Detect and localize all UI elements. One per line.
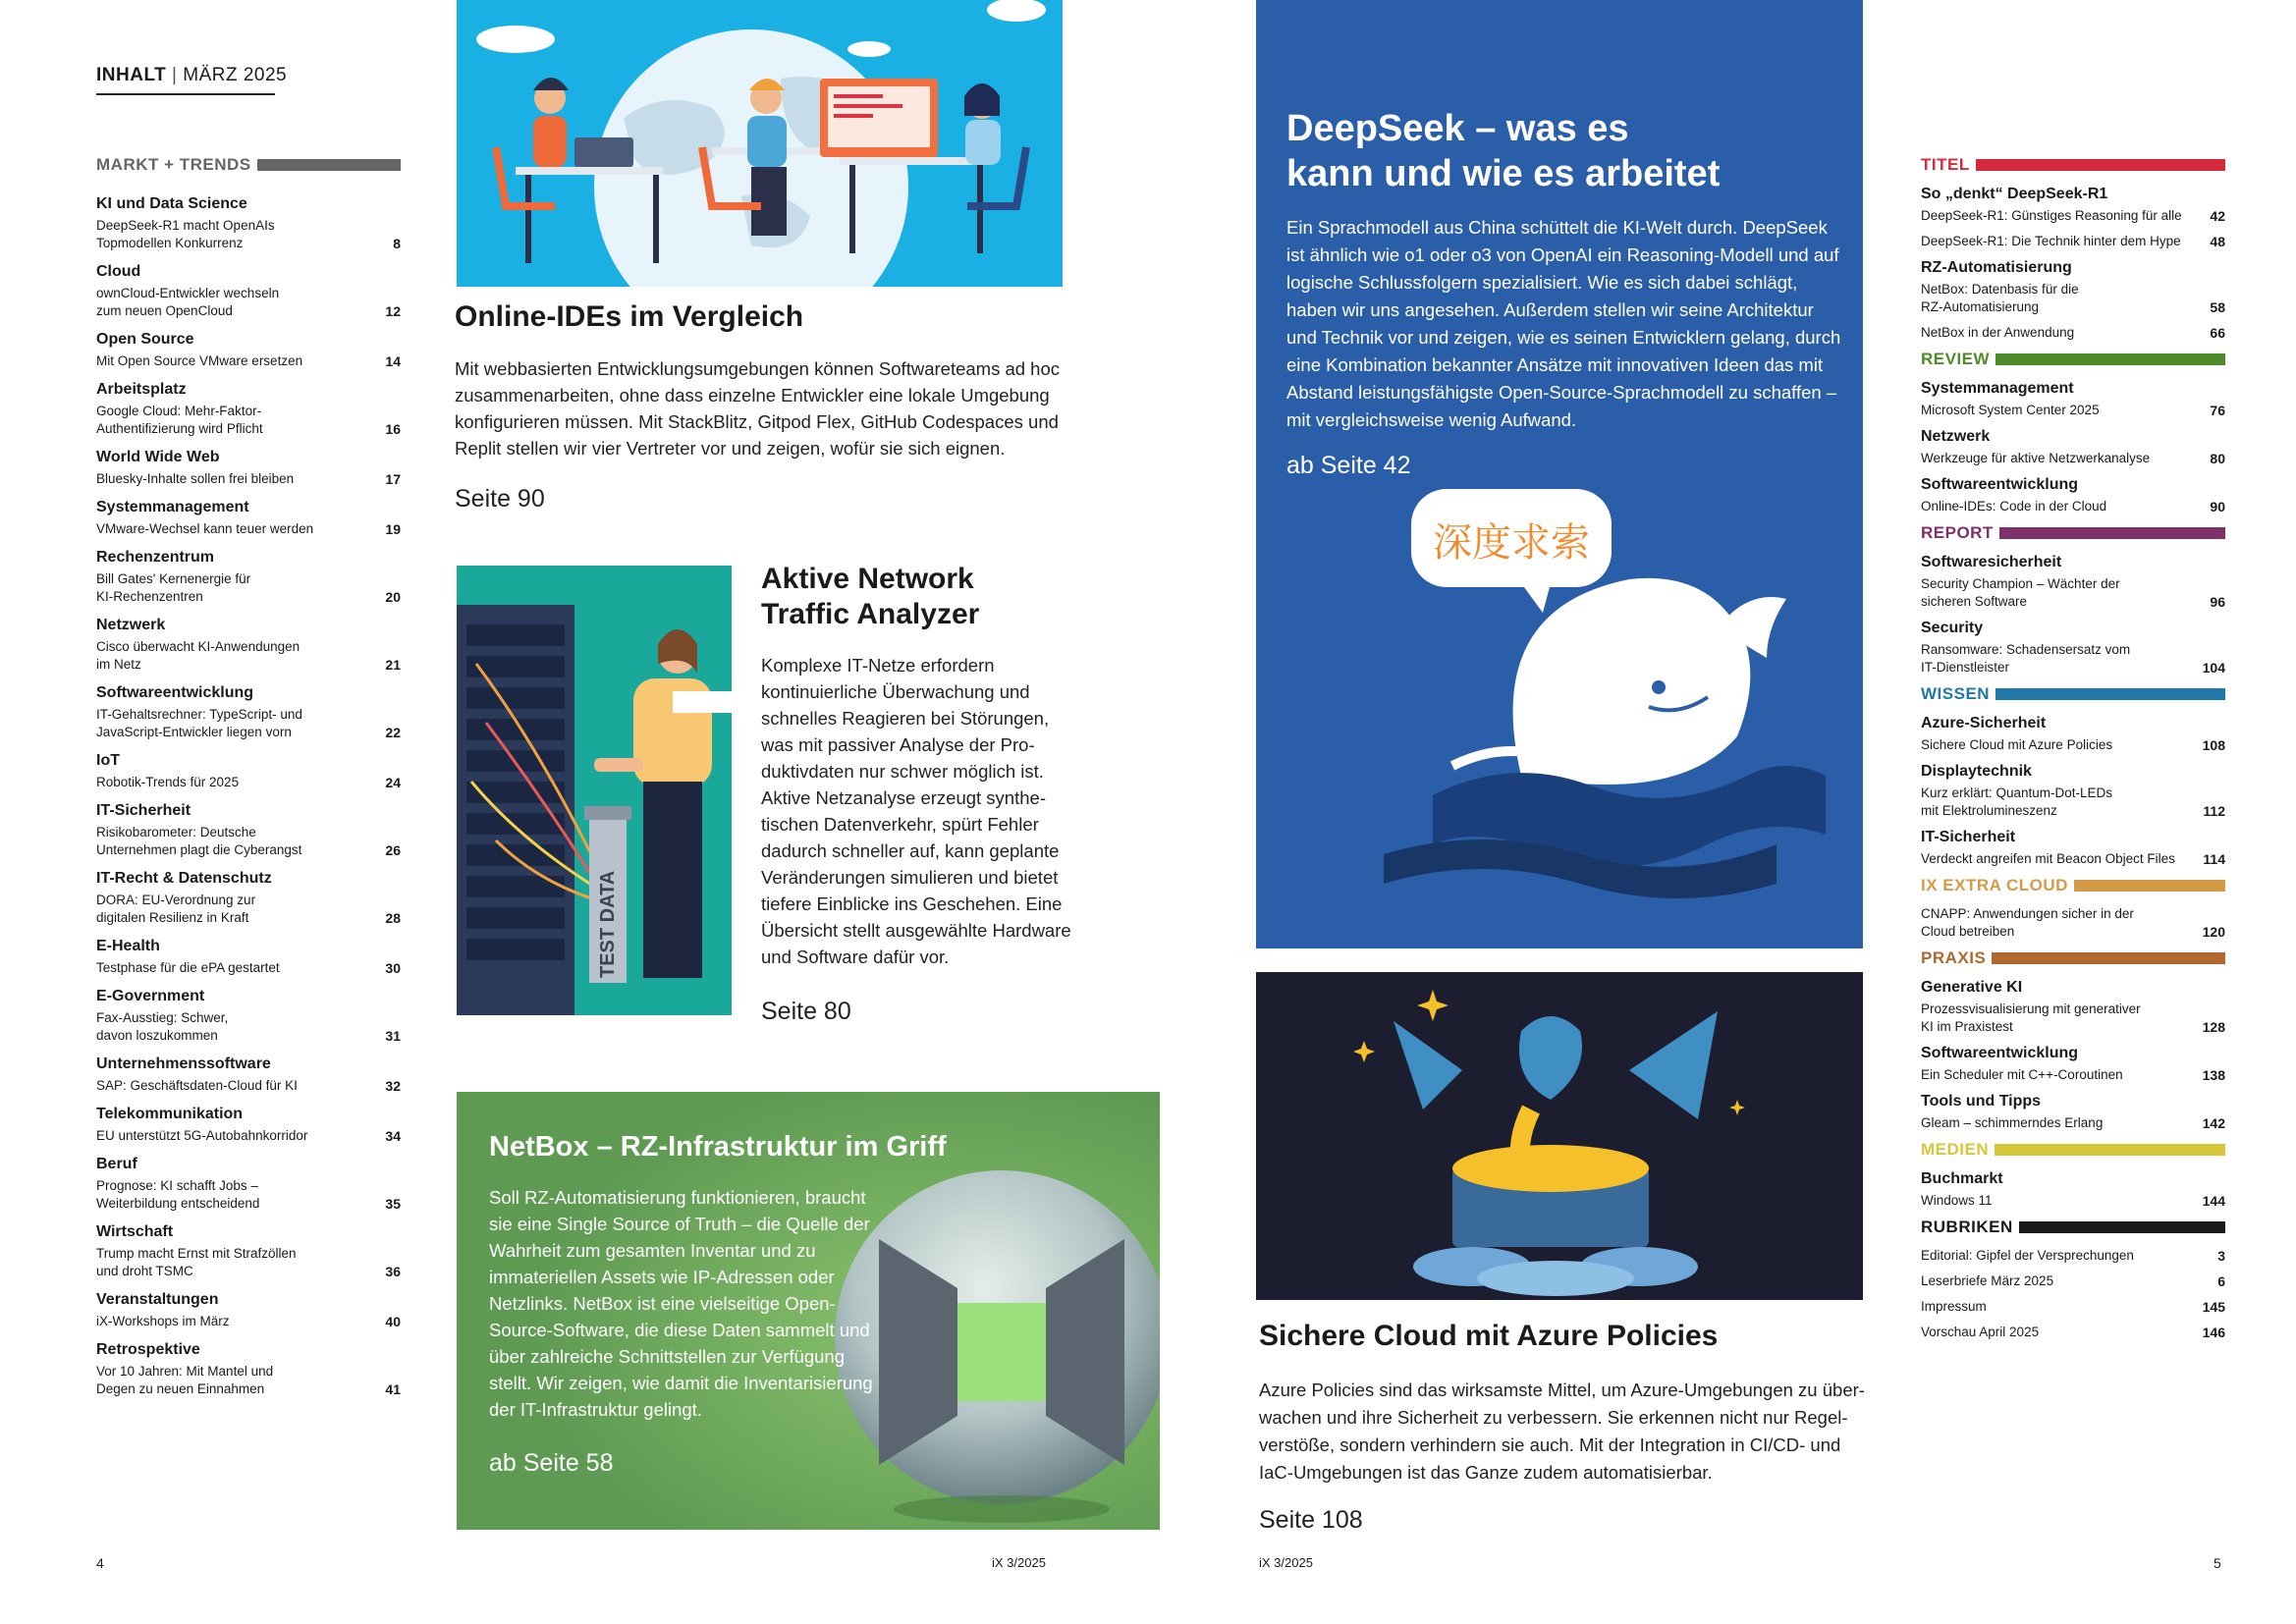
toc-entry[interactable] [1921,1092,2225,1132]
toc-category: Rechenzentrum [96,549,215,566]
toc-page-number: 14 [385,353,401,369]
toc-article-title: Prognose: KI schafft Jobs – Weiterbildung entscheidend [96,1178,260,1211]
toc-article-title: Vor 10 Jahren: Mit Mantel und Degen zu neuen Einnahmen [96,1364,274,1396]
toc-article-title: NetBox: Datenbasis für die RZ-Automatisierung [1921,282,2079,314]
section-label: REPORT [1921,523,1994,542]
toc-right-list [1921,155,2225,1349]
toc-line[interactable] [1921,1114,2225,1132]
toc-entry[interactable] [1921,475,2225,515]
section-bar [1992,952,2225,964]
issue-footer-right: iX 3/2025 [1259,1555,1313,1570]
toc-line[interactable] [96,570,401,606]
toc-line[interactable] [1921,324,2225,342]
toc-article-title: DeepSeek-R1 macht OpenAIs Topmodellen Konkurrenz [96,218,275,250]
online-ides-illustration[interactable] [457,0,1063,287]
toc-article-title: Editorial: Gipfel der Versprechungen [1921,1248,2134,1263]
section-bar [1976,159,2225,171]
toc-entry[interactable] [96,937,401,977]
toc-line[interactable] [96,217,401,252]
toc-line[interactable] [96,1363,401,1398]
section-header [1921,1218,2225,1237]
toc-category: Beruf [96,1156,137,1172]
toc-entry[interactable] [1921,828,2225,868]
toc-page-number: 145 [2202,1299,2225,1315]
dragon-treasure-chest-image [1256,972,1863,1300]
toc-line[interactable] [96,470,401,488]
toc-page-number: 32 [385,1078,401,1094]
toc-line[interactable] [1921,281,2225,316]
toc-page-number: 114 [2203,851,2225,867]
toc-page-number: 6 [2217,1273,2225,1289]
azure-policies-teaser: Azure Policies sind das wirksamste Mittel, um Azure-Umgebungen zu über-wachen und ihre Sicherheit zu verbessern. Sie erkennen nicht nur Regel-verstöße, sondern verhindern sie auch. Mit der Integration in CI/CD- und IaC-Umgebungen ist das Ganze zudem automatisierbar. [1259,1380,1865,1483]
section-bar [2019,1221,2225,1233]
toc-page-number: 16 [385,421,401,437]
server-rack-technician-image [457,566,732,1015]
header-inhalt: INHALT [96,65,167,85]
toc-entry[interactable] [96,869,401,927]
toc-entry[interactable] [1921,379,2225,419]
toc-category: Telekommunikation [96,1106,244,1122]
toc-page-number: 19 [385,521,401,537]
toc-page-number: 22 [385,725,401,740]
toc-left-list [96,194,401,1408]
section-label: IX EXTRA CLOUD [1921,876,2068,894]
toc-line[interactable] [96,1177,401,1213]
toc-entry[interactable] [96,1055,401,1095]
people-at-desks-globe-image [457,0,1063,287]
toc-line[interactable] [1921,850,2225,868]
section-header [1921,350,2225,369]
toc-entry[interactable] [96,548,401,606]
header-rule [96,93,275,95]
toc-line[interactable] [96,774,401,791]
toc-article-title: Werkzeuge für aktive Netzwerkanalyse [1921,451,2151,465]
toc-category: Wirtschaft [96,1223,174,1240]
toc-category: RZ-Automatisierung [1921,259,2072,276]
toc-entry[interactable] [96,380,401,438]
toc-entry[interactable] [1921,553,2225,611]
toc-category: Systemmanagement [1921,380,2074,397]
toc-line[interactable] [1921,498,2225,515]
section-header [1921,948,2225,968]
toc-category: World Wide Web [96,449,220,465]
toc-category: E-Government [96,988,205,1004]
toc-article-title: Risikobarometer: Deutsche Unternehmen plagt die Cyberangst [96,825,302,857]
toc-entry[interactable] [96,498,401,538]
toc-article-title: Verdeckt angreifen mit Beacon Object Files [1921,851,2175,866]
toc-line[interactable] [1921,1001,2225,1036]
toc-page-number: 112 [2203,803,2225,819]
toc-article-title: Cisco überwacht KI-Anwendungen im Netz [96,639,301,672]
toc-article-title: Bluesky-Inhalte sollen frei bleiben [96,471,295,486]
toc-page-number: 138 [2202,1067,2225,1083]
section-bar [1995,1144,2225,1156]
toc-line[interactable] [96,1077,401,1095]
section-bar [1995,353,2225,365]
deepseek-page[interactable]: ab Seite 42 [1286,452,1411,479]
toc-section [1921,155,2225,342]
section-header [1921,523,2225,543]
toc-page-number: 12 [385,303,401,319]
toc-line[interactable] [1921,1192,2225,1210]
toc-page-number: 8 [393,236,401,251]
toc-page-number: 104 [2202,660,2225,676]
online-ides-teaser: Mit webbasierten Entwicklungsumgebungen können Softwareteams ad hoc zusammenarbeiten, ohne dass einzelne Entwickler eine lokale Umgebung konfigurieren müssen. Mit StackBlitz, Gitpod Flex, GitHub Codespaces und Replit stellen wir vier Vertreter vor und zeigen, wofür sie sich eignen. [455,358,1061,459]
toc-article-title: CNAPP: Anwendungen sicher in der Cloud betreiben [1921,906,2134,939]
section-label: PRAXIS [1921,948,1987,967]
toc-category: E-Health [96,938,160,954]
toc-line[interactable] [1921,233,2225,250]
toc-line[interactable] [96,1009,401,1045]
toc-entry[interactable] [1921,185,2225,250]
toc-article-title: EU unterstützt 5G-Autobahnkorridor [96,1128,308,1143]
toc-line[interactable] [1921,207,2225,225]
toc-entry[interactable] [96,987,401,1045]
toc-page-number: 34 [385,1128,401,1144]
toc-line[interactable] [96,706,401,741]
network-analyzer-page[interactable]: Seite 80 [761,998,851,1025]
toc-category: Softwareentwicklung [1921,476,2079,493]
toc-entry[interactable] [1921,905,2225,941]
toc-article-title: Leserbriefe März 2025 [1921,1273,2054,1288]
toc-category: IT-Sicherheit [96,802,191,819]
toc-article-title: DORA: EU-Verordnung zur digitalen Resilienz in Kraft [96,893,256,925]
section-header [1921,1140,2225,1160]
section-bar [2074,880,2225,892]
toc-article-title: Sichere Cloud mit Azure Policies [1921,737,2113,752]
toc-page-number: 146 [2202,1325,2225,1340]
toc-entry[interactable] [1921,1247,2225,1341]
toc-section [1921,948,2225,1132]
toc-category: Unternehmenssoftware [96,1056,271,1072]
toc-category: Softwareentwicklung [96,684,254,701]
toc-page-number: 40 [385,1314,401,1329]
toc-entry[interactable] [96,616,401,674]
toc-line[interactable] [1921,575,2225,611]
toc-section [1921,1218,2225,1341]
toc-page-number: 41 [385,1381,401,1397]
toc-entry[interactable] [1921,978,2225,1036]
netbox-title[interactable]: NetBox – RZ-Infrastruktur im Griff [489,1131,947,1163]
toc-line[interactable] [96,1245,401,1280]
toc-line[interactable] [96,1313,401,1330]
toc-section [1921,350,2225,515]
toc-category: Netzwerk [1921,428,1991,445]
toc-entry[interactable] [1921,258,2225,342]
azure-policies-illustration[interactable] [1256,972,1863,1300]
toc-line[interactable] [96,352,401,370]
page-number-left: 4 [96,1555,104,1571]
toc-line[interactable] [1921,641,2225,677]
toc-page-number: 48 [2210,234,2225,249]
toc-line[interactable] [1921,1324,2225,1341]
toc-section [1921,684,2225,868]
toc-category: Security [1921,620,1984,636]
toc-page-number: 66 [2210,325,2225,341]
toc-category: Netzwerk [96,617,166,633]
toc-page-number: 58 [2210,299,2225,315]
azure-policies-page[interactable]: Seite 108 [1259,1506,1363,1534]
toc-entry[interactable] [96,801,401,859]
toc-entry[interactable] [1921,762,2225,820]
toc-article-title: Google Cloud: Mehr-Faktor- Authentifizierung wird Pflicht [96,404,263,436]
toc-category: Softwareentwicklung [1921,1045,2079,1061]
toc-category: Veranstaltungen [96,1291,219,1308]
toc-entry[interactable] [96,1222,401,1280]
toc-article-title: Fax-Ausstieg: Schwer, davon loszukommen [96,1010,229,1043]
toc-entry[interactable] [96,751,401,791]
toc-page-number: 20 [385,589,401,605]
toc-article-title: Prozessvisualisierung mit generativer KI im Praxistest [1921,1001,2141,1034]
toc-category: Systemmanagement [96,499,249,515]
section-label: REVIEW [1921,350,1991,368]
toc-category: Open Source [96,331,194,348]
toc-page-number: 128 [2202,1019,2225,1035]
section-label: RUBRIKEN [1921,1218,2013,1236]
deepseek-teaser: Ein Sprachmodell aus China schüttelt die KI-Welt durch. DeepSeek ist ähnlich wie o1 oder o3 von OpenAI ein Reasoning-Modell und auf logische Schlussfolgern spezialisiert. Wie es sich dabei schlägt, haben wir uns angesehen. Außerdem stellen wir seine Architektur und Technik vor und zeigen, wie es seinen Entwicklern gelang, durch eine Kombination bekannter Ansätze mit innovativen Ideen das mit Abstand leistungsfähigste Open-Source-Sprachmodell zu schaffen – mit vergleichsweise wenig Aufwand. [1286,217,1841,430]
toc-article-title: SAP: Geschäftsdaten-Cloud für KI [96,1078,298,1093]
section-label: WISSEN [1921,684,1991,703]
section-header [1921,876,2225,895]
toc-article-title: Bill Gates' Kernenergie für KI-Rechenzentren [96,571,251,604]
header-separator: | [172,65,178,85]
online-ides-title[interactable]: Online-IDEs im Vergleich [455,300,804,333]
toc-line[interactable] [96,1127,401,1145]
toc-category: IT-Sicherheit [1921,829,2016,845]
toc-line[interactable] [96,824,401,859]
test-data-label: TEST DATA [597,870,619,978]
toc-article-title: ownCloud-Entwickler wechseln zum neuen OpenCloud [96,286,280,318]
toc-section [1921,876,2225,941]
netbox-teaser: Soll RZ-Automatisierung funktionieren, braucht sie eine Single Source of Truth – die Quelle der Wahrheit zum gesamten Inventar und zu immateriellen Assets wie IP-Adressen oder Netzlinks. NetBox ist eine vielseitige Open-Source-Software, die diese Daten sammelt und über zahlreiche Schnittstellen zur Verfügung stellt. Wir zeigen, wie damit die Inventarisierung der IT-Infrastruktur gelingt. [489,1187,873,1420]
toc-category: Azure-Sicherheit [1921,715,2047,731]
toc-category: Retrospektive [96,1341,200,1358]
network-analyzer-teaser: Komplexe IT-Netze erfordern kontinuierliche Überwachung und schnelles Reagieren bei Störungen, was mit passiver Analyse der Pro-duktivdaten nur schwer möglich ist. Aktive Netzanalyse erzeugt synthe-tischen Datenverkehr, spürt Fehler dadurch schneller auf, kann geplante Veränderungen simulieren und bietet tiefere Einblicke ins Geschehen. Eine Übersicht stellt ausgewählte Hardware und Software dafür vor. [761,655,1071,967]
toc-line[interactable] [96,959,401,977]
toc-page-number: 26 [385,842,401,858]
toc-page-number: 90 [2210,499,2225,514]
toc-entry[interactable] [96,1340,401,1398]
toc-category: IoT [96,752,120,769]
toc-line[interactable] [1921,1247,2225,1265]
toc-page-number: 42 [2210,208,2225,224]
toc-line[interactable] [96,520,401,538]
deepseek-title[interactable]: DeepSeek – was es kann und wie es arbeitet [1286,108,1721,194]
toc-entry[interactable] [96,1155,401,1213]
toc-category: Tools und Tipps [1921,1093,2042,1110]
toc-page-number: 108 [2202,737,2225,753]
section-bar [257,159,401,171]
toc-article-title: DeepSeek-R1: Günstiges Reasoning für alle [1921,208,2182,223]
page-number-right: 5 [2214,1555,2221,1571]
network-analyzer-illustration[interactable] [457,566,732,1015]
toc-article-title: Microsoft System Center 2025 [1921,403,2100,417]
toc-entry[interactable] [1921,619,2225,677]
section-header [1921,155,2225,175]
toc-article-title: Mit Open Source VMware ersetzen [96,353,303,368]
toc-line[interactable] [1921,905,2225,941]
toc-line[interactable] [96,638,401,674]
netbox-page[interactable]: ab Seite 58 [489,1449,614,1477]
toc-category: Buchmarkt [1921,1170,2003,1187]
toc-category: IT-Recht & Datenschutz [96,870,272,887]
toc-category: Displaytechnik [1921,763,2032,780]
toc-category: Cloud [96,263,141,280]
toc-page-number: 3 [2217,1248,2225,1264]
toc-entry[interactable] [96,448,401,488]
toc-entry[interactable] [96,194,401,252]
toc-entry[interactable] [96,683,401,741]
toc-article-title: Kurz erklärt: Quantum-Dot-LEDs mit Elektrolumineszenz [1921,785,2113,818]
toc-page-number: 30 [385,960,401,976]
toc-article-title: Gleam – schimmerndes Erlang [1921,1115,2104,1130]
section-markt-trends [96,155,401,175]
section-label: TITEL [1921,155,1970,174]
toc-category: KI und Data Science [96,195,247,212]
toc-entry[interactable] [96,330,401,370]
network-analyzer-title[interactable]: Aktive Network Traffic Analyzer [761,563,980,630]
toc-article-title: Testphase für die ePA gestartet [96,960,280,975]
toc-article-title: IT-Gehaltsrechner: TypeScript- und JavaScript-Entwickler liegen vorn [96,707,302,739]
toc-line[interactable] [1921,1298,2225,1316]
online-ides-page[interactable]: Seite 90 [455,485,545,513]
toc-entry[interactable] [1921,714,2225,754]
toc-article-title: Online-IDEs: Code in der Cloud [1921,499,2107,514]
toc-page-number: 96 [2210,594,2225,610]
toc-category: Softwaresicherheit [1921,554,2062,570]
toc-article-title: Windows 11 [1921,1193,1993,1208]
deepseek-bubble-text: 深度求索 [1433,520,1590,566]
section-label: MARKT + TRENDS [96,155,251,174]
toc-article-title: Impressum [1921,1299,1987,1314]
toc-line[interactable] [96,285,401,320]
toc-line[interactable] [1921,785,2225,820]
toc-page-number: 36 [385,1264,401,1279]
toc-line[interactable] [1921,402,2225,419]
toc-article-title: DeepSeek-R1: Die Technik hinter dem Hype [1921,234,2181,248]
toc-section [1921,523,2225,677]
toc-page-number: 142 [2202,1115,2225,1131]
toc-page-number: 120 [2202,924,2225,940]
toc-article-title: Ransomware: Schadensersatz vom IT-Dienstleister [1921,642,2131,675]
azure-policies-title[interactable]: Sichere Cloud mit Azure Policies [1259,1320,1719,1352]
toc-page-number: 35 [385,1196,401,1212]
toc-entry[interactable] [1921,1044,2225,1084]
toc-article-title: NetBox in der Anwendung [1921,325,2075,340]
toc-category: Arbeitsplatz [96,381,187,398]
toc-line[interactable] [1921,450,2225,467]
section-label: MEDIEN [1921,1140,1990,1159]
section-header [1921,684,2225,704]
toc-page-number: 144 [2202,1193,2225,1209]
toc-page-number: 17 [385,471,401,487]
toc-page-number: 21 [385,657,401,673]
toc-article-title: Ein Scheduler mit C++-Coroutinen [1921,1067,2123,1082]
toc-article-title: Trump macht Ernst mit Strafzöllen und droht TSMC [96,1246,297,1278]
header-issue: MÄRZ 2025 [183,65,288,85]
toc-entry[interactable] [1921,1169,2225,1210]
toc-entry[interactable] [1921,427,2225,467]
toc-article-title: Vorschau April 2025 [1921,1325,2040,1339]
issue-footer-left: iX 3/2025 [992,1555,1046,1570]
toc-category: Generative KI [1921,979,2023,996]
toc-category: So „denkt“ DeepSeek-R1 [1921,186,2108,202]
section-bar [1999,527,2225,539]
toc-line[interactable] [96,403,401,438]
toc-section [1921,1140,2225,1210]
toc-line[interactable] [1921,1272,2225,1290]
toc-page-number: 28 [385,910,401,926]
toc-page-number: 31 [385,1028,401,1044]
section-bar [1995,688,2225,700]
toc-page-number: 24 [385,775,401,790]
toc-line[interactable] [1921,736,2225,754]
toc-line[interactable] [96,892,401,927]
toc-entry[interactable] [96,1105,401,1145]
page-header [96,65,287,86]
toc-article-title: Security Champion – Wächter der sicheren Software [1921,576,2120,609]
toc-entry[interactable] [96,262,401,320]
toc-article-title: VMware-Wechsel kann teuer werden [96,521,314,536]
toc-article-title: Robotik-Trends für 2025 [96,775,240,789]
toc-article-title: iX-Workshops im März [96,1314,230,1328]
toc-entry[interactable] [96,1290,401,1330]
toc-page-number: 76 [2210,403,2225,418]
toc-line[interactable] [1921,1066,2225,1084]
toc-page-number: 80 [2210,451,2225,466]
